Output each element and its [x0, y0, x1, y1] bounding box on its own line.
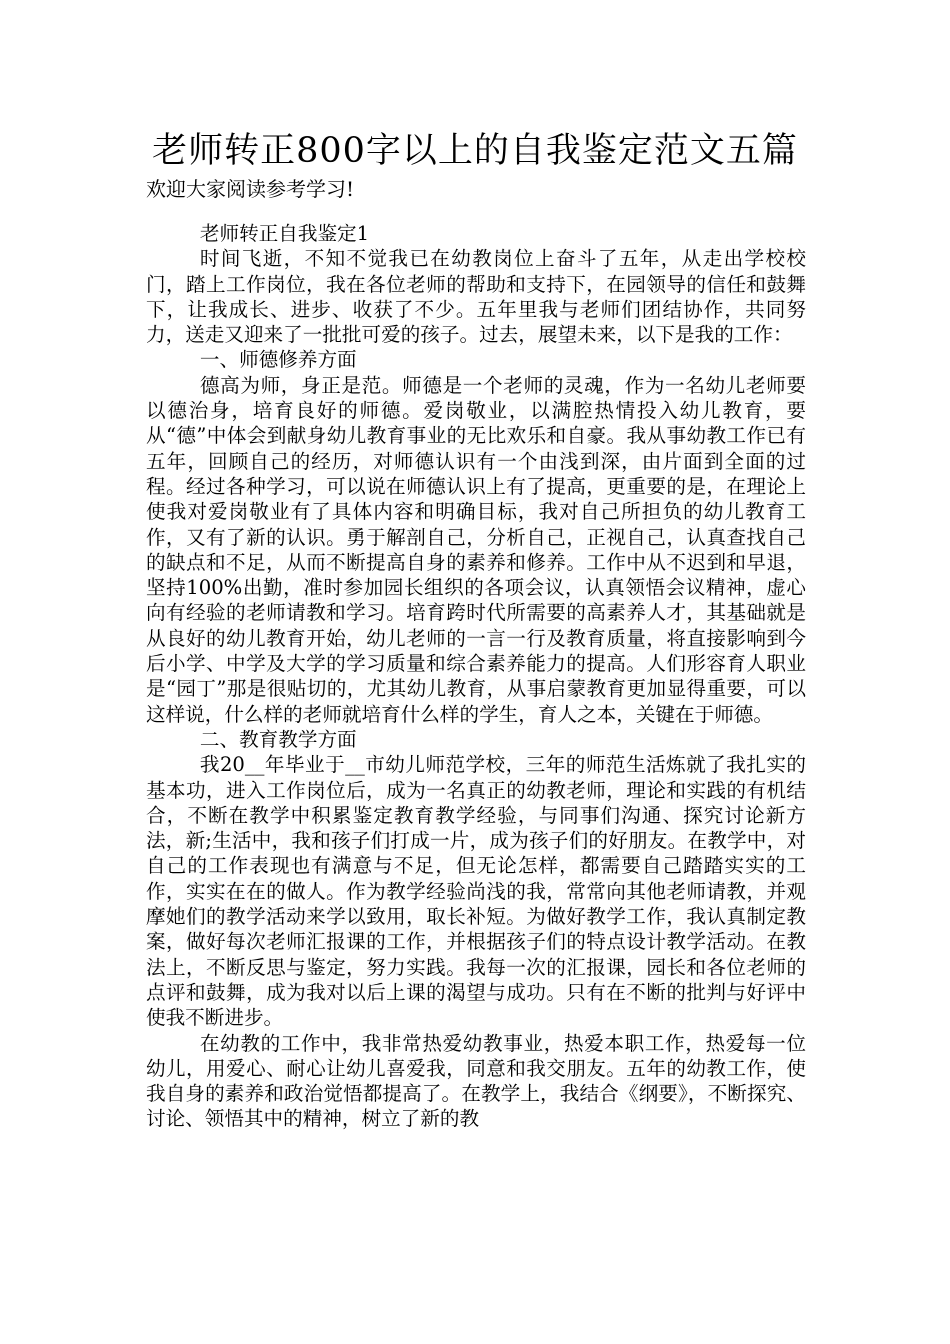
section-heading-teaching: 二、教育教学方面 — [199, 727, 357, 751]
document-title: 老师转正800字以上的自我鉴定范文五篇 — [152, 131, 798, 171]
paragraph-work: 在幼教的工作中，我非常热爱幼教事业，热爱本职工作，热爱每一位幼儿，用爱心、耐心让幼儿喜爱我，同意和我交朋友。五年的幼教工作，使我自身的素养和政治觉悟都提高了。在教学上，我结合《纲要》，不断探究、讨论、领悟其中的精神，树立了新的教 — [146, 1031, 806, 1131]
intro-line: 欢迎大家阅读参考学习! — [146, 177, 355, 201]
paragraph-intro: 时间飞逝，不知不觉我已在幼教岗位上奋斗了五年，从走出学校校门，踏上工作岗位，我在各位老师的帮助和支持下，在园领导的信任和鼓舞下，让我成长、进步、收获了不少。五年里我与老师们团结协作，共同努力，送走又迎来了一批批可爱的孩子。过去，展望未来，以下是我的工作： — [146, 247, 806, 347]
section-heading-ethics: 一、师德修养方面 — [199, 348, 357, 372]
document-body — [146, 221, 806, 1132]
section-title-1: 老师转正自我鉴定1 — [199, 222, 370, 245]
paragraph-teaching: 我20__年毕业于__市幼儿师范学校，三年的师范生活炼就了我扎实的基本功，进入工作岗位后，成为一名真正的幼教老师，理论和实践的有机结合，不断在教学中积累鉴定教育教学经验，与同事们沟通、探究讨论新方法，新;生活中，我和孩子们打成一片，成为孩子们的好朋友。在教学中，对自己的工作表现也有满意与不足，但无论怎样，都需要自己踏踏实实的工作，实实在在的做人。作为教学经验尚浅的我，常常向其他老师请教，并观摩她们的教学活动来学以致用，取长补短。为做好教学工作，我认真制定教案，做好每次老师汇报课的工作，并根据孩子们的特点设计教学活动。在教法上，不断反思与鉴定，努力实践。我每一次的汇报课，园长和各位老师的点评和鼓舞，成为我对以后上课的渴望与成功。只有在不断的批判与好评中使我不断进步。 — [146, 753, 806, 1030]
paragraph-ethics: 德高为师，身正是范。师德是一个老师的灵魂，作为一名幼儿老师要以德治身，培育良好的师德。爱岗敬业，以满腔热情投入幼儿教育，要从“德”中体会到献身幼儿教育事业的无比欢乐和自豪。我从事幼教工作已有五年，回顾自己的经历，对师德认识有一个由浅到深，由片面到全面的过程。经过各种学习，可以说在师德认识上有了提高，更重要的是，在理论上使我对爱岗敬业有了具体内容和明确目标，我对自己所担负的幼儿教育工作，又有了新的认识。勇于解剖自己，分析自己，正视自己，认真查找自己的缺点和不足，从而不断提高自身的素养和修养。工作中从不迟到和早退，坚持100%出勤，准时参加园长组织的各项会议，认真领悟会议精神，虚心向有经验的老师请教和学习。培育跨时代所需要的高素养人才，其基础就是从良好的幼儿教育开始，幼儿老师的一言一行及教育质量，将直接影响到今后小学、中学及大学的学习质量和综合素养能力的提高。人们形容育人职业是“园丁”那是很贴切的，尤其幼儿教育，从事启蒙教育更加显得重要，可以这样说，什么样的老师就培育什么样的学生，育人之本，关键在于师德。 — [146, 373, 806, 726]
